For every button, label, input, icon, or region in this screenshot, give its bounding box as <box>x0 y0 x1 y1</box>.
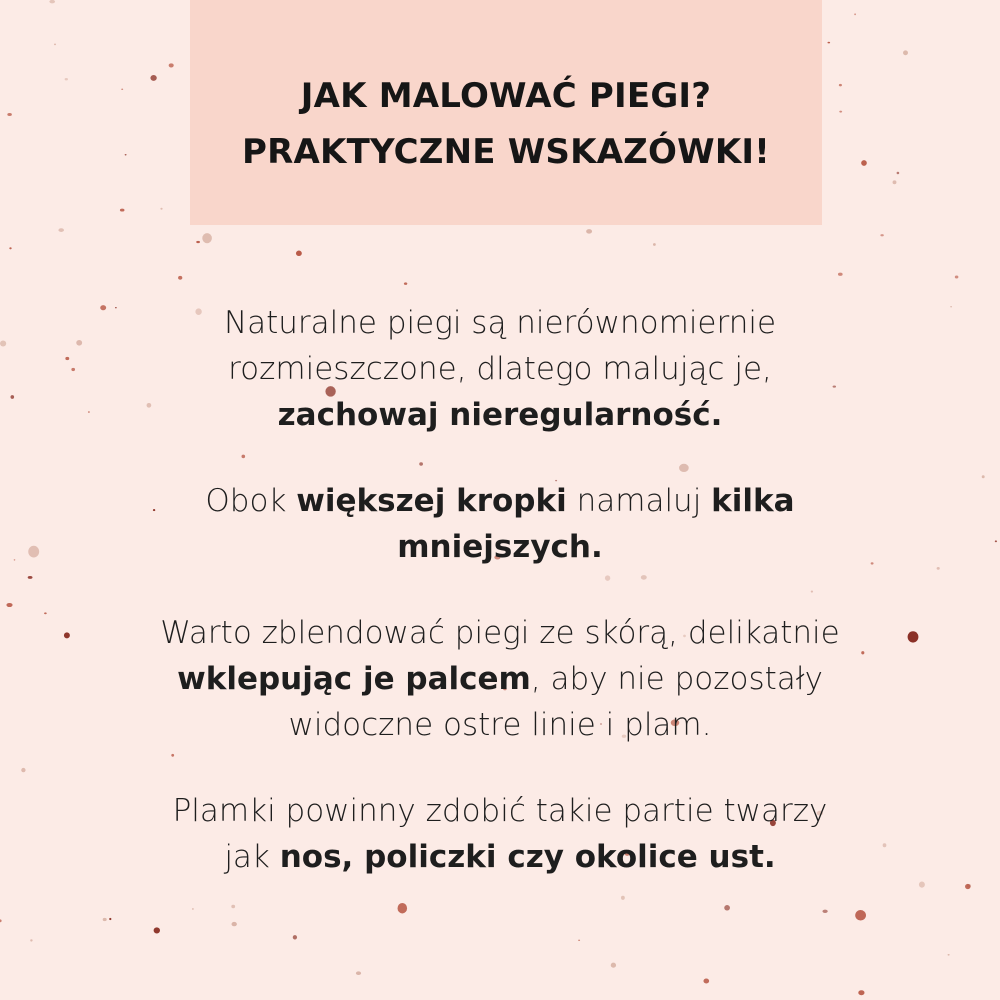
speckle-dot <box>169 63 174 67</box>
tip-3-text: , aby nie pozostały <box>530 661 823 697</box>
speckle-dot <box>160 208 162 210</box>
tip-2-line-1 <box>0 478 1000 524</box>
speckle-dot <box>9 247 11 249</box>
tip-3-bold: wklepując je palcem <box>177 661 531 697</box>
speckle-dot <box>196 241 200 243</box>
tip-3 <box>0 610 1000 748</box>
speckle-dot <box>121 89 123 90</box>
tip-2-bold-b: kilka <box>711 483 795 519</box>
speckle-dot <box>586 229 592 234</box>
speckle-dot <box>293 935 297 939</box>
speckle-dot <box>858 990 864 995</box>
tip-4 <box>0 788 1000 880</box>
tip-1-line-2: rozmieszczone, dlatego malując je, <box>228 351 772 387</box>
speckle-dot <box>893 180 897 184</box>
tip-4-text: jak <box>224 839 280 875</box>
title-line-2: PRAKTYCZNE WSKAZÓWKI! <box>242 131 770 172</box>
speckle-dot <box>154 927 160 933</box>
speckle-dot <box>880 234 883 236</box>
tip-1-line-3-bold: zachowaj nieregularność. <box>277 397 723 433</box>
title-line-1: JAK MALOWAĆ PIEGI? <box>300 75 712 116</box>
tip-1 <box>0 300 1000 438</box>
speckle-dot <box>120 209 125 212</box>
speckle-dot <box>839 84 842 86</box>
speckle-dot <box>150 75 156 81</box>
speckle-dot <box>653 243 656 246</box>
speckle-dot <box>955 276 959 279</box>
tip-3-line-2 <box>0 656 1000 702</box>
speckle-dot <box>178 276 182 280</box>
tip-2-text-a: Obok <box>205 483 297 519</box>
speckle-dot <box>611 963 616 968</box>
speckle-dot <box>903 50 908 55</box>
tip-4-bold: nos, policzki czy okolice ust. <box>279 839 776 875</box>
speckle-dot <box>861 160 867 166</box>
speckle-dot <box>356 971 361 975</box>
speckle-dot <box>854 13 856 15</box>
speckle-dot <box>827 42 830 44</box>
speckle-dot <box>7 113 12 116</box>
speckle-dot <box>703 979 709 984</box>
speckle-dot <box>65 78 68 80</box>
tip-4-line-2 <box>0 834 1000 880</box>
tip-2-text-b: namaluj <box>566 483 712 519</box>
title-box <box>190 0 822 225</box>
tip-1-line-1: Naturalne piegi są nierównomiernie <box>223 305 777 341</box>
speckle-dot <box>897 172 900 174</box>
speckle-dot <box>30 939 32 941</box>
tip-2-bold-a: większej kropki <box>296 483 567 519</box>
speckle-dot <box>125 154 127 155</box>
tip-2 <box>0 478 1000 570</box>
tip-3-line-3: widoczne ostre linie i plam. <box>288 707 712 743</box>
speckle-dot <box>54 44 56 46</box>
speckle-dot <box>49 0 55 3</box>
speckle-dot <box>948 954 950 956</box>
speckle-dot <box>58 228 63 232</box>
speckle-dot <box>578 940 580 941</box>
speckle-dot <box>232 922 237 926</box>
tip-3-line-1: Warto zblendować piegi ze skórą, delikatnie <box>160 615 840 651</box>
tip-2-line-2-bold: mniejszych. <box>397 529 603 565</box>
speckle-dot <box>839 111 842 113</box>
speckle-dot <box>202 233 212 243</box>
tips-content <box>0 300 1000 920</box>
tip-4-line-1: Plamki powinny zdobić takie partie twarzy <box>172 793 828 829</box>
speckle-dot <box>838 273 843 276</box>
speckle-dot <box>296 251 302 256</box>
speckle-dot <box>404 282 407 285</box>
